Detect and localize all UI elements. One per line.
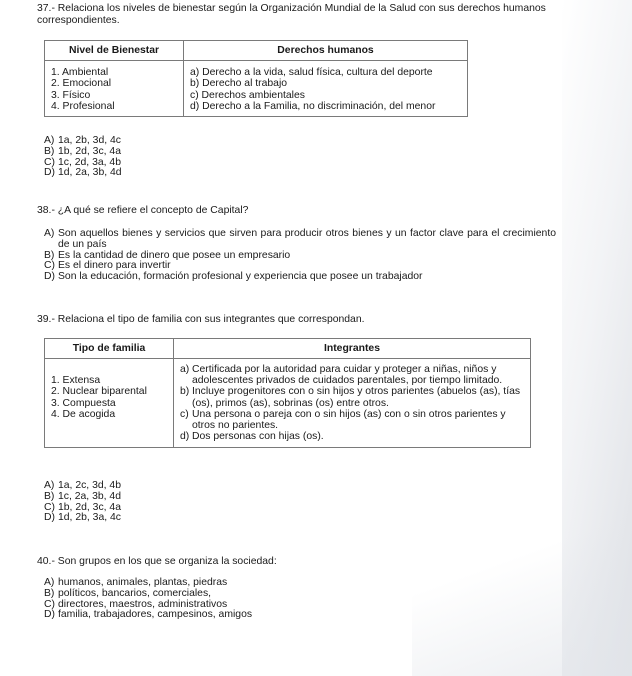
answer-option[interactable]: A) 1a, 2b, 3d, 4c (44, 135, 121, 146)
list-item: 4. De acogida (51, 409, 116, 421)
answer-option[interactable]: C) 1b, 2d, 3c, 4a (44, 501, 121, 513)
list-item: 3. Físico (51, 89, 91, 101)
list-item: b) Derecho al trabajo (190, 78, 288, 90)
list-item: a) Certificada por la autoridad para cuidar y proteger a niñas, niños y adolescentes privados de cuidados parentales, por tiempo limitado. (180, 364, 503, 387)
family-types-cell (45, 359, 174, 448)
list-item: 1. Extensa (51, 375, 101, 386)
question-39-text: 39.- Relaciona el tipo de familia con sus integrantes que correspondan. (37, 314, 365, 325)
list-item: 4. Profesional (51, 101, 115, 113)
table-header: Derechos humanos (184, 41, 468, 61)
list-item: 2. Emocional (51, 78, 112, 90)
answer-option[interactable]: D) 1d, 2a, 3b, 4d (44, 167, 122, 179)
list-item: c) Una persona o pareja con o sin hijos (as) con o sin otros parientes y otros no parientes. (180, 408, 506, 432)
answer-option[interactable]: B) Es la cantidad de dinero que posee un empresario (44, 249, 291, 261)
question-37-table (44, 40, 468, 117)
question-38-options (44, 229, 556, 283)
answer-option[interactable]: C) 1c, 2d, 3a, 4b (44, 156, 121, 168)
question-40-text: 40.- Son grupos en los que se organiza la sociedad: (37, 556, 277, 567)
answer-option[interactable]: B) políticos, bancarios, comerciales, (44, 587, 212, 599)
table-header: Nivel de Bienestar (45, 41, 184, 61)
list-item: c) Derechos ambientales (190, 89, 305, 101)
page-edge-shading (562, 0, 632, 676)
answer-option[interactable]: D) familia, trabajadores, campesinos, amigos (44, 609, 253, 621)
question-38-text: 38.- ¿A qué se refiere el concepto de Capital? (37, 205, 249, 216)
human-rights-cell (184, 61, 468, 117)
answer-option[interactable]: A) humanos, animales, plantas, piedras (44, 577, 228, 588)
question-39-options (44, 481, 244, 524)
list-item: b) Incluye progenitores con o sin hijos y otros parientes (abuelos (as), tías (os), primos (as), sobrinas (os) entre otros. (180, 386, 521, 409)
wellbeing-levels-cell (45, 61, 184, 117)
answer-option[interactable]: A) 1a, 2c, 3d, 4b (44, 480, 121, 491)
table-header: Integrantes (174, 339, 531, 359)
question-37-options (44, 136, 244, 179)
list-item: 3. Compuesta (51, 397, 116, 409)
members-cell (174, 359, 531, 448)
list-item: d) Derecho a la Familia, no discriminación, del menor (190, 101, 436, 113)
list-item: 2. Nuclear biparental (51, 386, 147, 398)
answer-option[interactable]: B) 1b, 2d, 3c, 4a (44, 145, 121, 157)
question-40-options (44, 578, 344, 621)
list-item: 1. Ambiental (51, 67, 109, 78)
list-item: a) Derecho a la vida, salud física, cultura del deporte (190, 67, 433, 78)
question-37-text: 37.- Relaciona los niveles de bienestar según la Organización Mundial de la Salud con sus derechos humanos correspondientes. (37, 3, 546, 26)
page-corner-shading (412, 506, 632, 676)
table-header: Tipo de familia (45, 339, 174, 359)
answer-option[interactable]: C) Es el dinero para invertir (44, 260, 171, 272)
answer-option[interactable]: C) directores, maestros, administrativos (44, 598, 228, 610)
answer-option[interactable]: B) 1c, 2a, 3b, 4d (44, 490, 121, 502)
answer-option[interactable]: D) Son la educación, formación profesional y experiencia que posee un trabajador (44, 271, 423, 283)
list-item: d) Dos personas con hijas (os). (180, 431, 324, 443)
answer-option[interactable]: D) 1d, 2b, 3a, 4c (44, 512, 121, 524)
question-39-table (44, 338, 531, 448)
answer-option[interactable]: A) Son aquellos bienes y servicios que sirven para producir otros bienes y un factor clave para el crecimiento de un país (44, 228, 556, 250)
